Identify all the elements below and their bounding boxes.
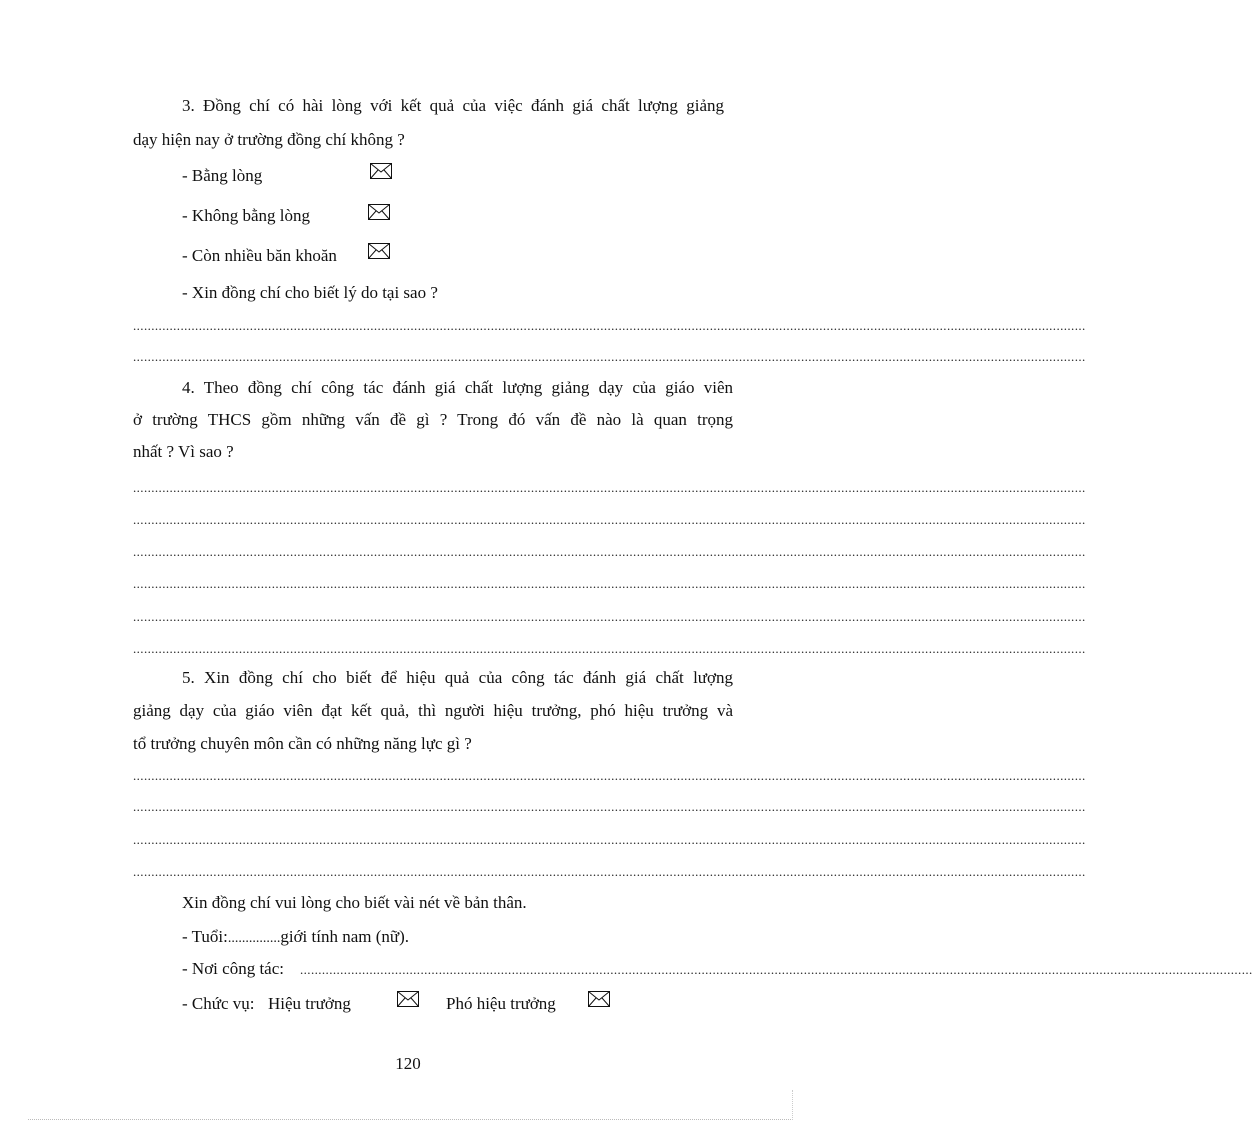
question-4-line-3: nhất ? Vì sao ? <box>133 442 234 461</box>
answer-line[interactable]: ..................................................................................................................................................................................................................................................................... <box>133 641 1086 656</box>
answer-line[interactable]: ..................................................................................................................................................................................................................................................................... <box>133 864 1086 879</box>
option-con-nhieu-ban-khoan: - Còn nhiều băn khoăn <box>182 246 337 265</box>
answer-line[interactable]: ..................................................................................................................................................................................................................................................................... <box>133 318 1086 333</box>
age-label: - Tuổi: <box>182 927 228 946</box>
personal-info-prompt: Xin đồng chí vui lòng cho biết vài nét về bản thân. <box>182 893 527 912</box>
workplace-input[interactable]: ..................................................................................................................................................................................................................................................................... <box>300 962 1253 977</box>
gender-label: giới tính nam (nữ). <box>280 927 410 946</box>
checkbox-principal[interactable] <box>397 991 419 1007</box>
checkbox-khong-bang-long[interactable] <box>368 204 390 220</box>
answer-line[interactable]: ..................................................................................................................................................................................................................................................................... <box>133 768 1086 783</box>
question-5-line-2: giảng dạy của giáo viên đạt kết quả, thì người hiệu trưởng, phó hiệu trưởng và <box>133 701 733 720</box>
question-4-line-2: ở trường THCS gồm những vấn đề gì ? Trong đó vấn đề nào là quan trọng <box>133 410 733 429</box>
question-4-line-1: 4. Theo đồng chí công tác đánh giá chất lượng giảng dạy của giáo viên <box>182 378 733 397</box>
question-5-line-3: tổ trưởng chuyên môn cần có những năng lực gì ? <box>133 734 472 753</box>
page-number: 120 <box>395 1054 421 1073</box>
workplace-label: - Nơi công tác: <box>182 959 284 978</box>
checkbox-vice-principal[interactable] <box>588 991 610 1007</box>
answer-line[interactable]: ..................................................................................................................................................................................................................................................................... <box>133 799 1086 814</box>
position-option-principal: Hiệu trưởng <box>268 994 351 1013</box>
age-gender-row <box>182 926 409 950</box>
footer-divider <box>28 1119 793 1120</box>
answer-line[interactable]: ..................................................................................................................................................................................................................................................................... <box>133 832 1086 847</box>
position-option-vice-principal: Phó hiệu trưởng <box>446 994 556 1013</box>
answer-line[interactable]: ..................................................................................................................................................................................................................................................................... <box>133 544 1086 559</box>
question-3-reason-prompt: - Xin đồng chí cho biết lý do tại sao ? <box>182 283 438 302</box>
position-label: - Chức vụ: <box>182 994 255 1013</box>
answer-line[interactable]: ..................................................................................................................................................................................................................................................................... <box>133 609 1086 624</box>
checkbox-bang-long[interactable] <box>370 163 392 179</box>
answer-line[interactable]: ..................................................................................................................................................................................................................................................................... <box>133 512 1086 527</box>
option-khong-bang-long: - Không bằng lòng <box>182 206 310 225</box>
option-bang-long: - Bằng lòng <box>182 166 263 185</box>
workplace-row <box>182 958 284 980</box>
answer-line[interactable]: ..................................................................................................................................................................................................................................................................... <box>133 349 1086 364</box>
question-5-line-1: 5. Xin đồng chí cho biết để hiệu quả của công tác đánh giá chất lượng <box>182 668 733 687</box>
question-3-line-2: dạy hiện nay ở trường đồng chí không ? <box>133 130 405 149</box>
question-3-line-1: 3. Đồng chí có hài lòng với kết quả của việc đánh giá chất lượng giảng <box>182 96 724 115</box>
checkbox-con-nhieu-ban-khoan[interactable] <box>368 243 390 259</box>
age-input[interactable]: ............... <box>227 931 281 946</box>
answer-line[interactable]: ..................................................................................................................................................................................................................................................................... <box>133 480 1086 495</box>
answer-line[interactable]: ..................................................................................................................................................................................................................................................................... <box>133 576 1086 591</box>
footer-divider-vertical <box>792 1090 793 1120</box>
